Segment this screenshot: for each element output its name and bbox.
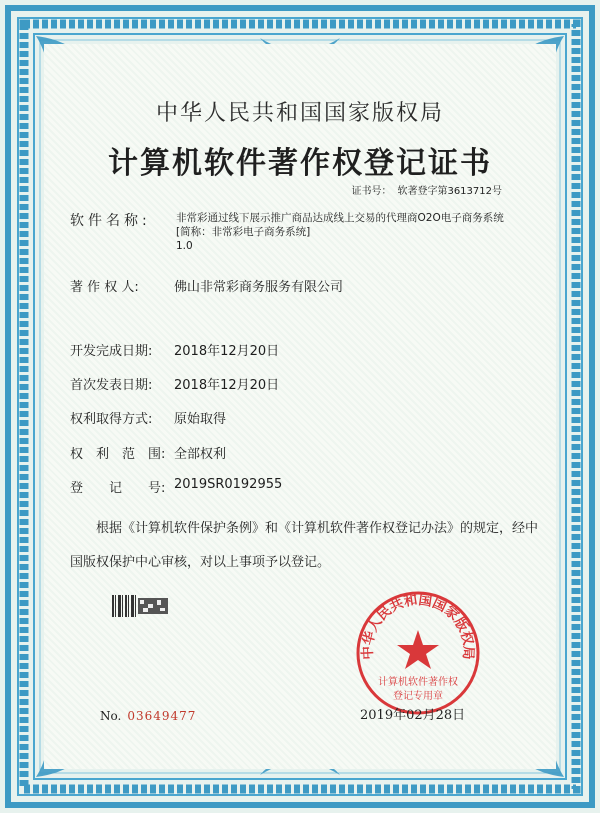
field-label: 登 记 号: [70, 481, 166, 496]
field-value: 佛山非常彩商务服务有限公司 [174, 280, 344, 295]
software-name-label: 软件名称: [70, 213, 151, 229]
issue-date: 2019年02月28日 [360, 708, 466, 723]
field-label: 权利取得方式: [70, 412, 153, 427]
registration-statement: 根据《计算机软件保护条例》和《计算机软件著作权登记办法》的规定，经中国版权保护中心审核，对以上事项予以登记。 [70, 521, 539, 570]
certificate-number-value: 软著登字第3613712号 [397, 186, 502, 197]
field-label: 开发完成日期: [70, 344, 153, 359]
field-value: 2019SR0192955 [174, 477, 283, 492]
field-value: 全部权利 [174, 447, 227, 462]
official-seal [355, 590, 481, 716]
software-full-name: 非常彩通过线下展示推广商品达成线上交易的代理商O2O电子商务系统 [176, 212, 504, 224]
serial-number-label: No. [100, 709, 122, 723]
seal-arc-text: 中华人民共和国国家版权局 [359, 592, 477, 660]
field-row-acquisition-method [70, 408, 227, 427]
field-row-copyright-owner [70, 276, 344, 295]
field-value: 2018年12月20日 [174, 344, 280, 359]
serial-number-value: 03649477 [127, 709, 197, 723]
barcode-icon [112, 595, 172, 617]
field-label: 著 作 权 人: [70, 280, 139, 295]
field-label: 权 利 范 围: [70, 447, 166, 462]
field-value: 原始取得 [174, 412, 227, 427]
certificate-title: 计算机软件著作权登记证书 [108, 146, 492, 181]
software-short-name: [简称：非常彩电子商务系统] [176, 226, 311, 238]
field-label: 首次发表日期: [70, 378, 153, 393]
field-row-registration-number [70, 477, 283, 496]
field-row-publish-date [70, 374, 280, 393]
software-name [176, 211, 516, 253]
field-row-rights-scope [70, 443, 227, 462]
certificate-number-label: 证书号： [351, 186, 392, 197]
star-icon [397, 630, 439, 669]
issuing-authority: 中华人民共和国国家版权局 [155, 101, 444, 126]
seal-line-1: 计算机软件著作权 [378, 677, 458, 688]
field-value: 2018年12月20日 [174, 378, 280, 393]
certificate-number [345, 182, 502, 197]
seal-line-2: 登记专用章 [393, 691, 443, 702]
field-row-completion-date [70, 340, 280, 359]
software-version: 1.0 [176, 240, 193, 252]
serial-number [100, 709, 196, 723]
